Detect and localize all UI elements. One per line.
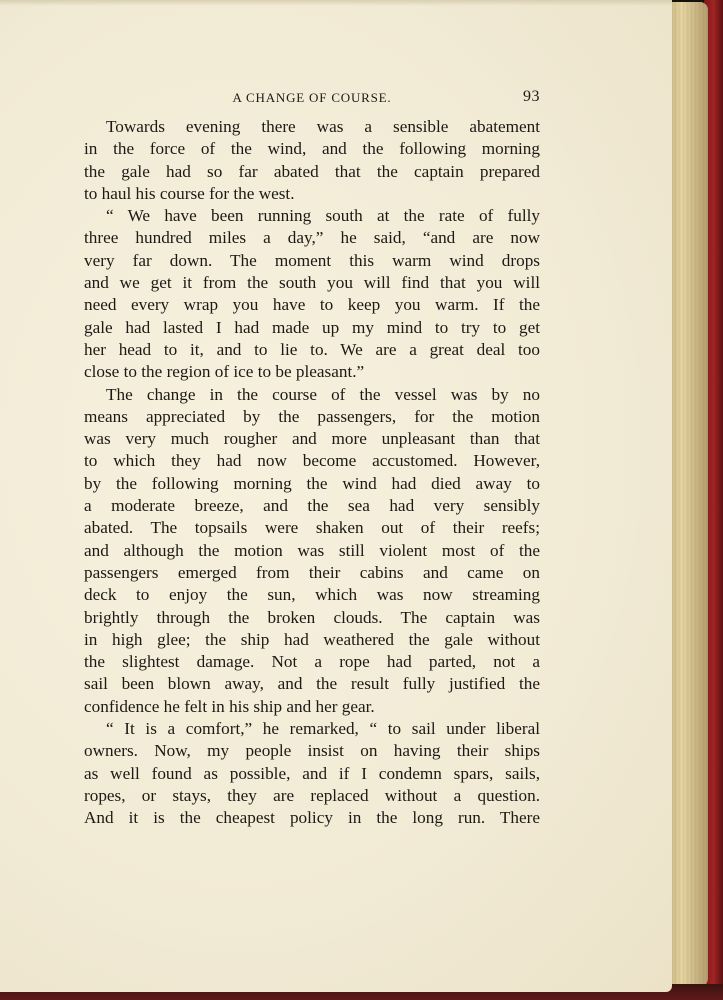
text-line: a moderate breeze, and the sea had very sensibly	[84, 496, 540, 516]
text-line: means appreciated by the passengers, for the motion	[84, 406, 540, 426]
text-line: as well found as possible, and if I condemn spars, sails,	[84, 763, 540, 783]
text-line: the slightest damage. Not a rope had parted, not a	[84, 652, 540, 672]
text-line: her head to it, and to lie to. We are a great deal too	[84, 339, 540, 359]
running-head	[84, 86, 540, 116]
text-line: close to the region of ice to be pleasant.”	[84, 362, 365, 382]
text-line: and we get it from the south you will find that you will	[84, 273, 540, 293]
text-line: abated. The topsails were shaken out of their reefs;	[84, 518, 540, 538]
text-line: to which they had now become accustomed. However,	[84, 451, 540, 471]
text-line: ropes, or stays, they are replaced without a question.	[84, 785, 540, 805]
text-line: deck to enjoy the sun, which was now streaming	[84, 585, 540, 605]
text-line: was very much rougher and more unpleasant than that	[84, 429, 540, 449]
text-line: passengers emerged from their cabins and came on	[84, 562, 540, 582]
text-line: to haul his course for the west.	[84, 183, 295, 203]
body-text	[84, 116, 540, 830]
text-line: “ We have been running south at the rate of fully	[106, 206, 540, 226]
text-line: “ It is a comfort,” he remarked, “ to sail under liberal	[106, 719, 540, 739]
text-line: in high glee; the ship had weathered the gale without	[84, 629, 540, 649]
page-number: 93	[523, 88, 540, 105]
text-line: very far down. The moment this warm wind drops	[84, 250, 540, 270]
text-line: And it is the cheapest policy in the long run. There	[84, 808, 540, 828]
text-line: the gale had so far abated that the captain prepared	[84, 161, 540, 181]
text-line: need every wrap you have to keep you warm. If the	[84, 295, 540, 315]
text-line: in the force of the wind, and the following morning	[84, 139, 540, 159]
text-line: sail been blown away, and the result fully justified the	[84, 674, 540, 694]
text-line: by the following morning the wind had died away to	[84, 473, 540, 493]
text-line: Towards evening there was a sensible abatement	[106, 117, 540, 136]
page-top-shadow	[0, 0, 672, 6]
text-line: three hundred miles a day,” he said, “and are now	[84, 228, 540, 248]
text-line: confidence he felt in his ship and her gear.	[84, 696, 375, 716]
text-block	[84, 86, 540, 830]
text-line: gale had lasted I had made up my mind to try to get	[84, 317, 540, 337]
text-line: The change in the course of the vessel was by no	[106, 384, 540, 404]
text-line: owners. Now, my people insist on having their ships	[84, 741, 540, 761]
text-line: brightly through the broken clouds. The captain was	[84, 607, 540, 627]
running-title: A CHANGE OF COURSE.	[232, 90, 392, 105]
text-line: and although the motion was still violent most of the	[84, 540, 540, 560]
